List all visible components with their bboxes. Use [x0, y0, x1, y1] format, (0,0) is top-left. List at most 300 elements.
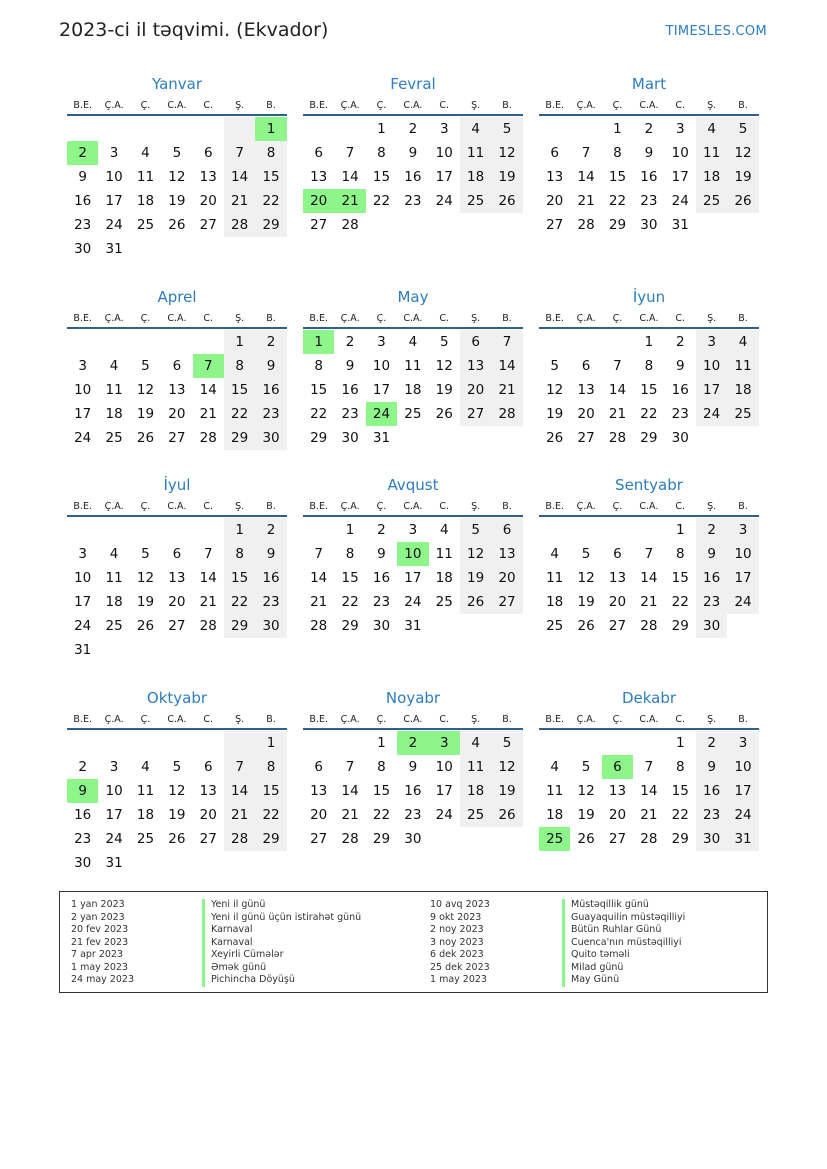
day-cell: 10 — [727, 542, 758, 566]
day-cell: 3 — [439, 121, 449, 137]
day-cell: 9 — [255, 354, 286, 378]
day-cell: 13 — [199, 783, 217, 799]
weekday-label: Ş. — [471, 99, 481, 111]
day-cell: 21 — [199, 594, 217, 610]
day-cell: 5 — [439, 334, 449, 350]
day-cell: 15 — [255, 165, 286, 189]
day-cell: 6 — [460, 330, 491, 354]
day-grid — [303, 731, 523, 851]
weekday-label: Ç. — [612, 99, 623, 111]
month-name: May — [397, 288, 429, 306]
weekday-label: B. — [502, 713, 512, 725]
day-cell: 17 — [105, 807, 123, 823]
holiday-legend — [59, 891, 768, 993]
day-cell: 24 — [105, 217, 123, 233]
month-name: Mart — [631, 75, 667, 93]
month-block — [303, 72, 523, 237]
day-cell: 22 — [255, 189, 286, 213]
weekday-label: C.A. — [167, 500, 187, 512]
day-grid — [67, 518, 287, 662]
day-cell: 16 — [341, 382, 359, 398]
weekday-label: B. — [266, 312, 276, 324]
day-cell: 9 — [644, 145, 654, 161]
day-cell: 24 — [435, 807, 453, 823]
day-cell: 27 — [460, 402, 491, 426]
month-block — [303, 686, 523, 851]
day-cell: 25 — [136, 831, 155, 847]
day-grid — [67, 330, 287, 450]
legend-dates-right — [430, 899, 490, 987]
day-cell: 10 — [105, 169, 123, 185]
day-cell: 9 — [696, 755, 727, 779]
day-cell: 13 — [546, 169, 564, 185]
day-cell: 29 — [255, 827, 286, 851]
month-name: Dekabr — [621, 689, 677, 707]
weekday-label: B. — [738, 312, 748, 324]
day-cell: 23 — [404, 193, 422, 209]
weekday-label: C.A. — [403, 99, 423, 111]
day-cell: 3 — [675, 121, 685, 137]
day-cell: 30 — [640, 217, 658, 233]
day-cell: 14 — [199, 382, 217, 398]
day-cell: 14 — [310, 570, 328, 586]
day-cell: 1 — [345, 522, 355, 538]
day-cell: 6 — [314, 759, 323, 775]
weekday-label: C.A. — [639, 713, 659, 725]
day-cell: 4 — [460, 731, 491, 755]
day-cell: 6 — [602, 755, 633, 779]
weekday-label: Ç. — [612, 312, 623, 324]
day-cell: 25 — [460, 803, 491, 827]
legend-holiday-name: Karnaval — [202, 937, 361, 950]
day-grid — [539, 731, 759, 851]
day-cell: 11 — [696, 141, 727, 165]
day-cell: 6 — [203, 145, 213, 161]
weekday-label: B.E. — [309, 500, 328, 512]
month-name: Aprel — [157, 288, 197, 306]
day-cell: 2 — [644, 121, 654, 137]
day-cell: 1 — [255, 731, 286, 755]
day-cell: 11 — [546, 783, 564, 799]
day-cell: 19 — [136, 406, 155, 422]
day-cell: 2 — [675, 334, 685, 350]
day-cell: 4 — [696, 117, 727, 141]
weekday-label: B.E. — [545, 500, 564, 512]
day-cell: 19 — [577, 594, 595, 610]
day-cell: 5 — [581, 546, 591, 562]
weekday-label: C.A. — [639, 500, 659, 512]
day-cell: 31 — [372, 430, 391, 446]
legend-holiday-name: Yeni il günü üçün istirahət günü — [202, 912, 361, 925]
day-cell: 27 — [310, 831, 328, 847]
weekday-label: Ç. — [140, 500, 151, 512]
day-cell: 12 — [136, 570, 155, 586]
day-cell: 16 — [404, 783, 422, 799]
day-cell: 15 — [671, 783, 689, 799]
month-name: Fevral — [390, 75, 436, 93]
empty-day-cell — [539, 731, 570, 755]
day-cell: 22 — [255, 803, 286, 827]
day-cell: 3 — [727, 731, 758, 755]
day-cell: 18 — [136, 807, 155, 823]
day-cell: 2 — [67, 141, 98, 165]
day-cell: 30 — [74, 241, 92, 257]
day-cell: 7 — [224, 141, 255, 165]
weekday-header — [539, 497, 759, 517]
day-cell: 25 — [435, 594, 453, 610]
day-cell: 23 — [671, 406, 689, 422]
day-cell: 1 — [377, 735, 386, 751]
day-cell: 9 — [78, 169, 87, 185]
day-cell: 12 — [577, 570, 595, 586]
day-cell: 16 — [74, 807, 92, 823]
day-cell: 12 — [727, 141, 758, 165]
weekday-label: Ç.A. — [104, 713, 124, 725]
day-cell: 8 — [224, 354, 255, 378]
weekday-label: B.E. — [545, 99, 564, 111]
day-cell: 26 — [168, 831, 186, 847]
empty-day-cell — [193, 117, 224, 141]
legend-date: 20 fev 2023 — [71, 924, 129, 935]
day-cell: 18 — [727, 378, 758, 402]
weekday-label: B.E. — [73, 99, 92, 111]
month-name: Sentyabr — [615, 476, 683, 494]
legend-date: 24 may 2023 — [71, 974, 135, 985]
day-cell: 4 — [727, 330, 758, 354]
day-cell: 18 — [460, 779, 491, 803]
day-cell: 22 — [608, 193, 627, 209]
day-cell: 24 — [696, 402, 727, 426]
weekday-label: C.A. — [403, 713, 423, 725]
weekday-label: Ç. — [140, 99, 151, 111]
weekday-label: B. — [502, 99, 512, 111]
empty-day-cell — [334, 117, 365, 141]
day-cell: 13 — [608, 570, 627, 586]
weekday-label: Ş. — [235, 713, 245, 725]
day-cell: 14 — [640, 570, 658, 586]
month-name: Noyabr — [385, 689, 441, 707]
day-cell: 3 — [109, 759, 119, 775]
day-cell: 24 — [74, 618, 92, 634]
day-cell: 28 — [199, 618, 217, 634]
legend-holiday-name: Əmək günü — [202, 962, 361, 975]
day-grid — [303, 330, 523, 450]
weekday-label: Ç.A. — [340, 312, 360, 324]
weekday-label: Ş. — [235, 500, 245, 512]
day-cell: 8 — [224, 542, 255, 566]
weekday-label: C. — [675, 99, 686, 111]
month-block — [67, 72, 287, 261]
day-cell: 7 — [224, 755, 255, 779]
day-cell: 31 — [671, 217, 689, 233]
day-cell: 23 — [74, 831, 92, 847]
weekday-label: Ç.A. — [104, 312, 124, 324]
day-cell: 20 — [491, 566, 522, 590]
day-cell: 8 — [613, 145, 622, 161]
day-cell: 22 — [224, 590, 255, 614]
day-cell: 16 — [696, 779, 727, 803]
day-cell: 9 — [67, 779, 98, 803]
day-cell: 20 — [168, 594, 186, 610]
weekday-label: C. — [675, 312, 686, 324]
day-cell: 5 — [460, 518, 491, 542]
day-cell: 19 — [460, 566, 491, 590]
month-name: İyul — [163, 476, 191, 494]
weekday-header — [303, 497, 523, 517]
day-cell: 8 — [675, 546, 685, 562]
day-cell: 13 — [577, 382, 595, 398]
day-cell: 20 — [546, 193, 564, 209]
day-cell: 17 — [74, 594, 92, 610]
weekday-label: B.E. — [309, 99, 328, 111]
legend-holiday-name: Quito təməli — [562, 949, 685, 962]
legend-names-right — [562, 899, 685, 987]
day-cell: 20 — [199, 807, 217, 823]
weekday-label: C. — [203, 99, 214, 111]
legend-holiday-name: Pichincha Döyüşü — [202, 974, 361, 987]
day-cell: 7 — [581, 145, 591, 161]
day-cell: 21 — [334, 189, 365, 213]
legend-date: 1 may 2023 — [430, 974, 487, 985]
day-cell: 26 — [435, 406, 453, 422]
weekday-label: Ç.A. — [104, 500, 124, 512]
day-cell: 21 — [224, 189, 255, 213]
weekday-label: C. — [675, 713, 686, 725]
day-cell: 9 — [345, 358, 355, 374]
day-cell: 17 — [696, 378, 727, 402]
day-cell: 8 — [377, 145, 386, 161]
weekday-label: B.E. — [73, 713, 92, 725]
empty-day-cell — [161, 731, 192, 755]
day-cell: 25 — [460, 189, 491, 213]
legend-date: 2 noy 2023 — [430, 924, 484, 935]
brand-link[interactable]: TIMESLES.COM — [665, 24, 767, 39]
weekday-label: B. — [502, 500, 512, 512]
weekday-header — [539, 710, 759, 730]
day-cell: 28 — [640, 618, 658, 634]
day-cell: 20 — [303, 189, 334, 213]
day-cell: 6 — [613, 546, 622, 562]
weekday-label: Ç.A. — [104, 99, 124, 111]
day-cell: 4 — [109, 358, 119, 374]
weekday-label: Ş. — [707, 500, 717, 512]
day-cell: 21 — [608, 406, 627, 422]
day-cell: 12 — [168, 783, 186, 799]
day-grid — [67, 731, 287, 875]
weekday-label: C.A. — [639, 312, 659, 324]
day-cell: 20 — [577, 406, 595, 422]
day-cell: 9 — [377, 546, 386, 562]
day-cell: 4 — [141, 145, 150, 161]
day-cell: 19 — [546, 406, 564, 422]
day-cell: 24 — [727, 590, 758, 614]
month-block — [67, 473, 287, 662]
weekday-header — [67, 710, 287, 730]
weekday-label: C. — [439, 99, 450, 111]
day-cell: 25 — [727, 402, 758, 426]
day-cell: 6 — [550, 145, 559, 161]
day-cell: 3 — [408, 522, 418, 538]
day-cell: 24 — [366, 402, 397, 426]
day-cell: 26 — [546, 430, 564, 446]
day-cell: 18 — [105, 594, 123, 610]
empty-day-cell — [130, 731, 161, 755]
weekday-label: C.A. — [167, 312, 187, 324]
day-cell: 7 — [613, 358, 622, 374]
month-name: Yanvar — [151, 75, 203, 93]
day-cell: 24 — [74, 430, 92, 446]
empty-day-cell — [67, 731, 98, 755]
weekday-label: Ş. — [471, 713, 481, 725]
legend-holiday-name: May Günü — [562, 974, 685, 987]
day-cell: 27 — [577, 430, 595, 446]
day-cell: 23 — [696, 803, 727, 827]
day-cell: 22 — [310, 406, 328, 422]
day-cell: 7 — [314, 546, 323, 562]
day-cell: 7 — [345, 145, 355, 161]
day-cell: 11 — [136, 169, 155, 185]
day-cell: 13 — [199, 169, 217, 185]
day-cell: 16 — [255, 566, 286, 590]
day-cell: 5 — [172, 145, 182, 161]
day-cell: 13 — [460, 354, 491, 378]
weekday-label: Ş. — [471, 500, 481, 512]
weekday-header — [67, 96, 287, 116]
day-cell: 23 — [372, 594, 391, 610]
empty-day-cell — [67, 330, 98, 354]
empty-day-cell — [303, 117, 334, 141]
month-name: Avqust — [387, 476, 439, 494]
day-cell: 18 — [460, 165, 491, 189]
day-cell: 16 — [640, 169, 658, 185]
day-cell: 21 — [577, 193, 595, 209]
weekday-label: C. — [203, 500, 214, 512]
day-cell: 24 — [671, 193, 689, 209]
day-cell: 25 — [696, 189, 727, 213]
day-cell: 27 — [168, 618, 186, 634]
day-cell: 2 — [78, 759, 87, 775]
day-cell: 9 — [255, 542, 286, 566]
empty-day-cell — [98, 330, 129, 354]
day-cell: 26 — [136, 430, 155, 446]
day-cell: 22 — [671, 807, 689, 823]
weekday-label: C. — [203, 312, 214, 324]
weekday-header — [303, 309, 523, 329]
empty-day-cell — [130, 518, 161, 542]
day-cell: 11 — [460, 141, 491, 165]
day-cell: 5 — [491, 731, 522, 755]
day-cell: 20 — [460, 378, 491, 402]
day-cell: 14 — [341, 783, 359, 799]
day-cell: 1 — [224, 518, 255, 542]
day-cell: 25 — [105, 430, 123, 446]
legend-holiday-name: Karnaval — [202, 924, 361, 937]
day-cell: 5 — [141, 546, 150, 562]
weekday-label: C.A. — [403, 500, 423, 512]
weekday-header — [67, 497, 287, 517]
weekday-label: Ş. — [707, 312, 717, 324]
day-cell: 17 — [74, 406, 92, 422]
month-block — [67, 285, 287, 450]
day-cell: 4 — [141, 759, 150, 775]
day-cell: 5 — [172, 759, 182, 775]
day-cell: 6 — [172, 546, 182, 562]
day-cell: 26 — [491, 189, 522, 213]
day-cell: 27 — [310, 217, 328, 233]
day-cell: 15 — [372, 783, 391, 799]
day-cell: 10 — [372, 358, 391, 374]
empty-day-cell — [570, 518, 601, 542]
day-cell: 2 — [255, 518, 286, 542]
day-grid — [539, 518, 759, 638]
day-cell: 4 — [109, 546, 119, 562]
day-cell: 19 — [577, 807, 595, 823]
day-cell: 17 — [727, 566, 758, 590]
day-cell: 20 — [310, 807, 328, 823]
day-cell: 13 — [310, 169, 328, 185]
day-cell: 22 — [372, 807, 391, 823]
day-cell: 6 — [314, 145, 323, 161]
empty-day-cell — [98, 731, 129, 755]
weekday-label: Ç.A. — [576, 500, 596, 512]
day-cell: 12 — [435, 358, 453, 374]
day-cell: 13 — [310, 783, 328, 799]
day-cell: 14 — [224, 165, 255, 189]
empty-day-cell — [303, 731, 334, 755]
legend-date: 7 apr 2023 — [71, 949, 124, 960]
day-cell: 12 — [168, 169, 186, 185]
day-cell: 21 — [640, 807, 658, 823]
day-cell: 6 — [491, 518, 522, 542]
day-cell: 30 — [372, 618, 391, 634]
day-cell: 10 — [397, 542, 428, 566]
day-cell: 20 — [199, 193, 217, 209]
empty-day-cell — [224, 731, 255, 755]
day-cell: 30 — [255, 426, 286, 450]
day-cell: 29 — [224, 426, 255, 450]
legend-date: 6 dek 2023 — [430, 949, 484, 960]
day-cell: 19 — [168, 193, 186, 209]
day-cell: 15 — [608, 169, 627, 185]
day-cell: 29 — [255, 213, 286, 237]
day-cell: 14 — [608, 382, 627, 398]
day-cell: 3 — [78, 358, 87, 374]
month-name: Oktyabr — [146, 689, 208, 707]
weekday-label: Ç.A. — [576, 713, 596, 725]
day-cell: 29 — [341, 618, 359, 634]
day-cell: 10 — [435, 145, 453, 161]
day-cell: 29 — [224, 614, 255, 638]
day-cell: 25 — [105, 618, 123, 634]
weekday-label: C. — [439, 500, 450, 512]
day-cell: 11 — [435, 546, 453, 562]
empty-day-cell — [98, 117, 129, 141]
weekday-label: Ş. — [235, 312, 245, 324]
day-grid — [303, 117, 523, 237]
day-cell: 24 — [435, 193, 453, 209]
day-cell: 3 — [727, 518, 758, 542]
day-cell: 12 — [136, 382, 155, 398]
weekday-label: B. — [266, 500, 276, 512]
day-cell: 28 — [491, 402, 522, 426]
day-cell: 20 — [168, 406, 186, 422]
weekday-label: Ç.A. — [340, 500, 360, 512]
day-cell: 10 — [727, 755, 758, 779]
day-cell: 9 — [696, 542, 727, 566]
day-cell: 28 — [608, 430, 627, 446]
weekday-label: Ç.A. — [576, 99, 596, 111]
weekday-label: Ç. — [376, 312, 387, 324]
